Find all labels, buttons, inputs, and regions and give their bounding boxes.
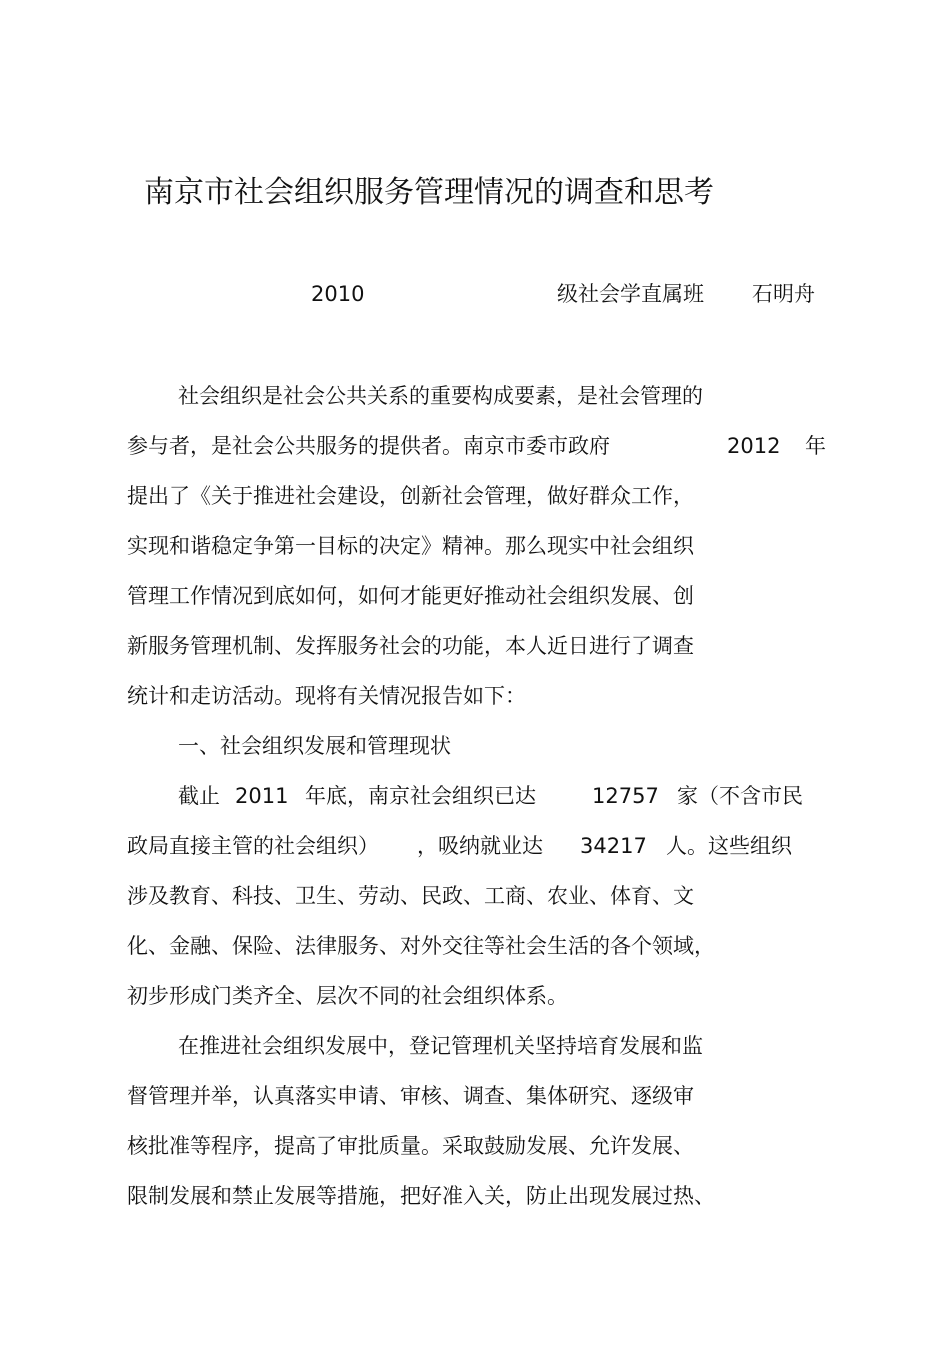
byline-class: 级社会学直属班 [557,282,704,306]
text-segment: 2012 [727,434,781,458]
text-segment: 政局直接主管的社会组织） [127,834,379,858]
document-title: 南京市社会组织服务管理情况的调查和思考 [144,175,714,210]
paragraph-line: 提出了《关于推进社会建设，创新社会管理，做好群众工作， [127,484,694,508]
paragraph-line: 化、金融、保险、法律服务、对外交往等社会生活的各个领域， [127,934,715,958]
paragraph-line: 涉及教育、科技、卫生、劳动、民政、工商、农业、体育、文 [127,884,694,908]
byline-author: 石明舟 [752,282,815,306]
text-segment: 年 [805,434,826,458]
text-segment: ，吸纳就业达 [417,834,543,858]
text-segment: 家（不含市民 [677,784,803,808]
text-segment: 2011 [235,784,289,808]
text-segment: 12757 [592,784,659,808]
paragraph-line: 限制发展和禁止发展等措施，把好准入关，防止出现发展过热、 [127,1184,715,1208]
text-segment: 年底，南京社会组织已达 [305,784,536,808]
text-segment: 34217 [580,834,647,858]
paragraph-line: 管理工作情况到底如何，如何才能更好推动社会组织发展、创 [127,584,694,608]
section-heading: 一、社会组织发展和管理现状 [178,734,451,758]
paragraph-line: 初步形成门类齐全、层次不同的社会组织体系。 [127,984,568,1008]
paragraph-line: 社会组织是社会公共关系的重要构成要素，是社会管理的 [178,384,703,408]
text-segment: 人。这些组织 [666,834,792,858]
text-segment: 截止 [178,784,220,808]
paragraph-line: 督管理并举，认真落实申请、审核、调查、集体研究、逐级审 [127,1084,694,1108]
paragraph-line: 统计和走访活动。现将有关情况报告如下： [127,684,526,708]
paragraph-line: 在推进社会组织发展中，登记管理机关坚持培育发展和监 [178,1034,703,1058]
paragraph-line [127,430,847,462]
text-segment: 参与者，是社会公共服务的提供者。南京市委市政府 [127,434,610,458]
paragraph-line: 实现和谐稳定争第一目标的决定》精神。那么现实中社会组织 [127,534,694,558]
paragraph-line: 新服务管理机制、发挥服务社会的功能，本人近日进行了调查 [127,634,694,658]
byline-year: 2010 [311,282,365,306]
paragraph-line [127,830,847,862]
paragraph-line: 核批准等程序，提高了审批质量。采取鼓励发展、允许发展、 [127,1134,694,1158]
